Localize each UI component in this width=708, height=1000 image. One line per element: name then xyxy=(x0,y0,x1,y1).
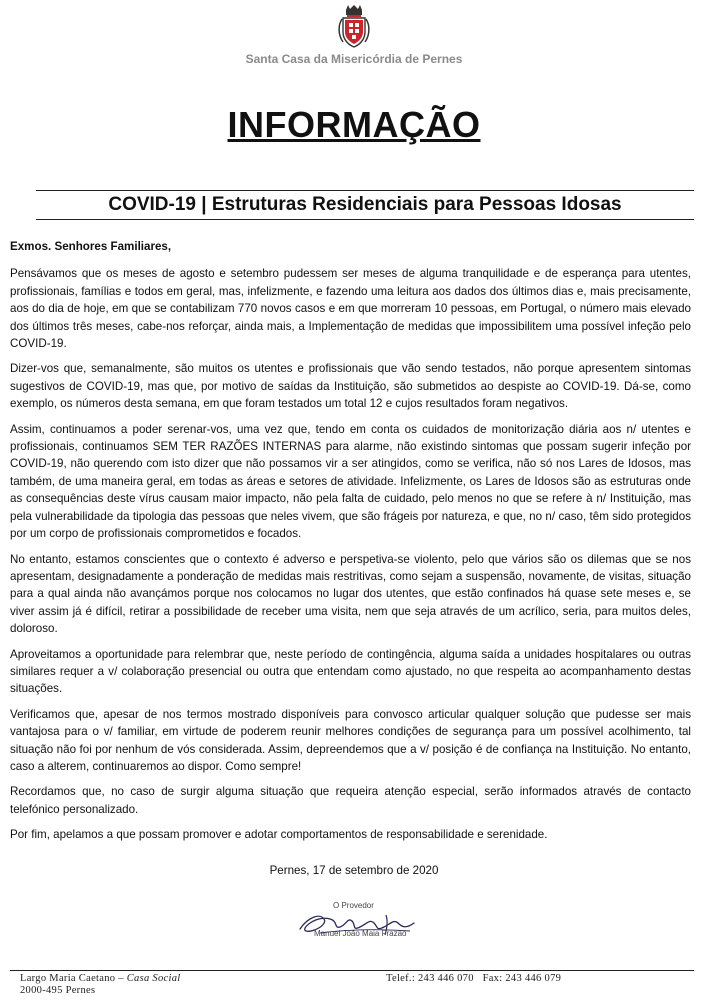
signer-name: Manuel João Maia Frazão xyxy=(314,929,407,938)
paragraph: Aproveitamos a oportunidade para relembrar que, neste período de contingência, alguma saída a unidades hospitalares ou outras similares requer a v/ colaboração presencial ou outra que entendam como ajustado, no que respeita ao acompanhamento destas situações. xyxy=(10,647,691,696)
footer-fax: Fax: 243 446 079 xyxy=(482,973,562,984)
footer-phone: Telef.: 243 446 070 xyxy=(386,973,474,984)
paragraph: No entanto, estamos conscientes que o contexto é adverso e perspetiva-se violento, pelo que vários são os dilemas que se nos apresentam, designadamente a ponderação de medidas mais restritivas, como sejam a suspensão, novamente, de visitas, situação para a qual ainda não avançámos porque nos colocamos no lugar dos utentes, que estão confinados há quase sete meses e, se viver assim já é difícil, retirar a possibilidade de receber uma visita, nem que seja através de um acrílico, seria, para muitos deles, doloroso. xyxy=(10,552,691,636)
footer-divider xyxy=(10,970,694,971)
paragraph: Assim, continuamos a poder serenar-vos, uma vez que, tendo em conta os cuidados de monitorização diária aos n/ utentes e profissionais, continuamos SEM TER RAZÕES INTERNAS para alarme, não existindo sintomas que possam sugerir infeção por COVID-19, não querendo com isto dizer que não possamos vir a ser atingidos, como se verifica, não só nos Lares de Idosos, mas também, de uma maneira geral, em todas as áreas e setores de atividade. Infelizmente, os Lares de Idosos são as estruturas onde as consequências deste vírus causam maior impacto, não pela falta de cuidado, pelo menos no que se refere à n/ Instituição, mas pela vulnerabilidade da tipologia das pessoas que neles vivem, que são frágeis por natureza, e que, no n/ caso, têm sido protegidos por um corpo de profissionais comprometidos e focados. xyxy=(10,422,691,541)
paragraph: Pensávamos que os meses de agosto e setembro pudessem ser meses de alguma tranquilidade e de esperança para utentes, profissionais, famílias e todos em geral, mas, infelizmente, e fazendo uma leitura aos dados dos últimos dias e, mais precisamente, aos do dia de hoje, em que se contabilizam 770 novos casos e em que morreram 10 pessoas, em Portugal, o número mais elevado dos últimos três meses, cabe-nos reforçar, ainda mais, a Implementação de medidas que impossibilitem uma possível infeção pelo COVID-19. xyxy=(10,267,691,351)
salutation: Exmos. Senhores Familiares, xyxy=(10,240,172,253)
paragraph: Recordamos que, no caso de surgir alguma situação que requeira atenção especial, serão informados através de contacto telefónico personalizado. xyxy=(10,785,691,816)
page-title: INFORMAÇÃO xyxy=(227,104,481,145)
coat-of-arms-icon xyxy=(337,5,371,49)
footer-address-place: Casa Social xyxy=(126,973,181,984)
paragraph: Verificamos que, apesar de nos termos mostrado disponíveis para convosco articular qualquer solução que pudesse ser mais vantajosa para o v/ familiar, em virtude de poderem reunir melhores condições de segurança para um possível acolhimento, tal situação não foi por nenhum de vós considerada. Assim, depreendemos que a v/ posição é de confiança na Instituição. No entanto, caso a alterem, continuaremos ao dispor. Como sempre! xyxy=(10,707,691,773)
footer-postal-code: 2000-495 Pernes xyxy=(20,985,96,996)
footer xyxy=(20,973,700,997)
subject-heading: COVID-19 | Estruturas Residenciais para Pessoas Idosas xyxy=(36,190,694,220)
paragraph: Dizer-vos que, semanalmente, são muitos os utentes e profissionais que vão sendo testados, não porque apresentem sintomas sugestivos de COVID-19, mas que, por motivo de saídas da Instituição, são submetidos ao despiste ao COVID-19. Dá-se, como exemplo, os números desta semana, em que foram testados um total 12 e cujos resultados foram negativos. xyxy=(10,362,691,411)
signer-role: O Provedor xyxy=(333,901,374,910)
paragraph: Por fim, apelamos a que possam promover e adotar comportamentos de responsabilidade e serenidade. xyxy=(10,828,548,842)
organization-name: Santa Casa da Misericórdia de Pernes xyxy=(245,52,463,66)
footer-address: Largo Maria Caetano – Casa Social xyxy=(20,973,181,984)
footer-contacts xyxy=(386,973,561,985)
place-and-date: Pernes, 17 de setembro de 2020 xyxy=(269,864,439,877)
letter-body xyxy=(10,238,691,852)
